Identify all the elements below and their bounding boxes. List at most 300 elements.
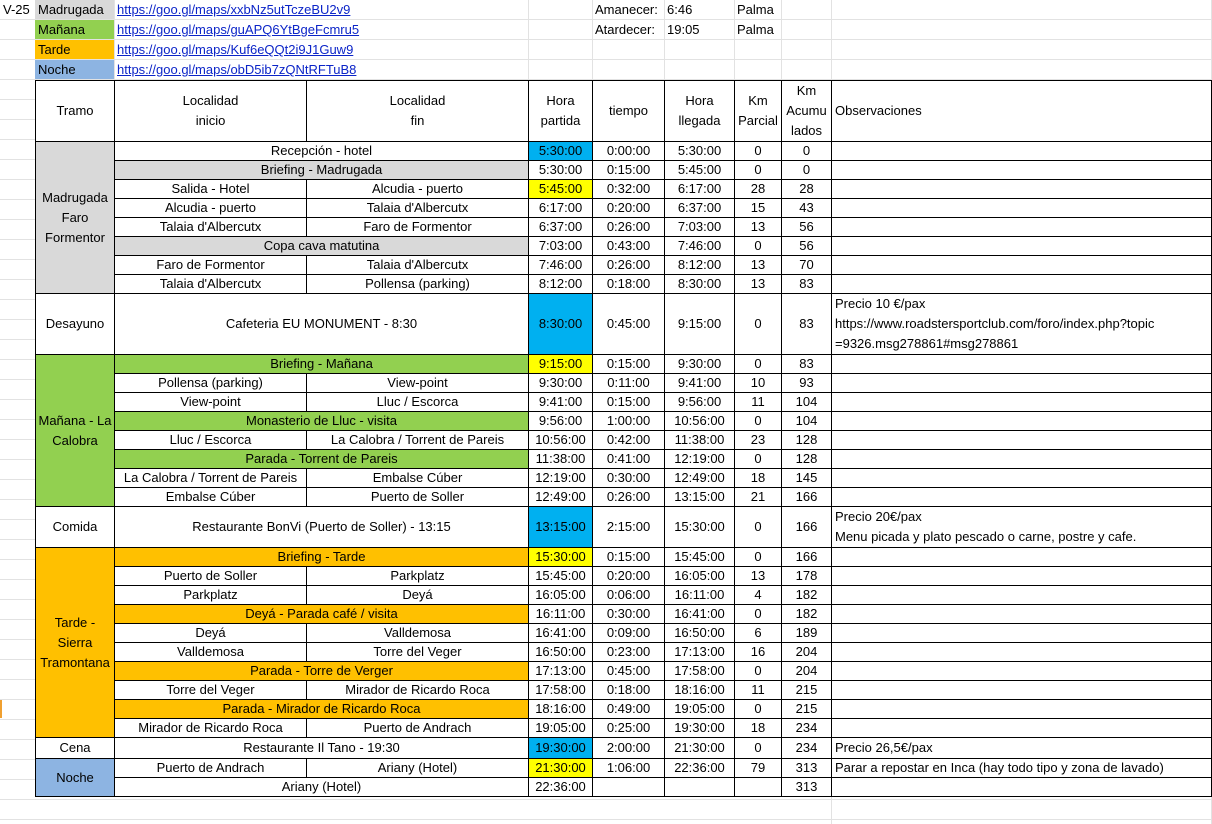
- arrival-cell[interactable]: 13:15:00: [665, 488, 735, 507]
- km-partial-cell[interactable]: 0: [735, 738, 782, 759]
- activity-cell[interactable]: Restaurante BonVi (Puerto de Soller) - 13:15: [115, 507, 529, 548]
- link-manana[interactable]: [114, 20, 528, 39]
- section-label: Tarde -: [54, 614, 96, 630]
- info-row-3: [0, 40, 1212, 60]
- duration-cell[interactable]: 0:32:00: [593, 180, 665, 199]
- arrival-cell[interactable]: 9:30:00: [665, 355, 735, 374]
- km-total-cell[interactable]: 28: [782, 180, 832, 199]
- sunset-time[interactable]: 19:05: [667, 22, 700, 37]
- duration-cell[interactable]: 0:30:00: [593, 469, 665, 488]
- km-total-cell[interactable]: 56: [782, 218, 832, 237]
- end-location-cell[interactable]: Alcudia - puerto: [307, 180, 529, 199]
- departure-cell[interactable]: 8:30:00: [529, 294, 593, 355]
- duration-cell[interactable]: 0:15:00: [593, 548, 665, 567]
- km-partial-cell[interactable]: 10: [735, 374, 782, 393]
- legend-noche[interactable]: Noche: [35, 60, 114, 79]
- notes-cell[interactable]: [832, 778, 1212, 797]
- sunrise-place[interactable]: Palma: [737, 2, 774, 17]
- km-total-cell[interactable]: 104: [782, 393, 832, 412]
- departure-cell[interactable]: 16:11:00: [529, 605, 593, 624]
- row-marker: [0, 700, 2, 718]
- sunrise-label[interactable]: Amanecer:: [595, 2, 658, 17]
- km-partial-cell[interactable]: 23: [735, 431, 782, 450]
- end-location-cell[interactable]: Parkplatz: [307, 567, 529, 586]
- km-total-cell[interactable]: 313: [782, 778, 832, 797]
- duration-cell[interactable]: 0:23:00: [593, 643, 665, 662]
- legend-madrugada[interactable]: Madrugada: [35, 0, 114, 19]
- km-partial-cell[interactable]: 21: [735, 488, 782, 507]
- header-inicio[interactable]: [115, 81, 307, 142]
- km-partial-cell[interactable]: 18: [735, 719, 782, 738]
- departure-cell[interactable]: 16:05:00: [529, 586, 593, 605]
- table-row: [36, 548, 1212, 567]
- duration-cell[interactable]: 0:15:00: [593, 355, 665, 374]
- arrival-cell[interactable]: 6:17:00: [665, 180, 735, 199]
- notes-cell[interactable]: [832, 605, 1212, 624]
- km-total-cell[interactable]: 128: [782, 450, 832, 469]
- arrival-cell[interactable]: [665, 778, 735, 797]
- duration-cell[interactable]: 2:15:00: [593, 507, 665, 548]
- notes-cell[interactable]: [832, 548, 1212, 567]
- sunset-label[interactable]: Atardecer:: [595, 22, 655, 37]
- activity-cell[interactable]: Parada - Torrent de Pareis: [115, 450, 529, 469]
- departure-cell[interactable]: 19:30:00: [529, 738, 593, 759]
- km-partial-cell[interactable]: 0: [735, 700, 782, 719]
- start-location-cell[interactable]: Mirador de Ricardo Roca: [115, 719, 307, 738]
- table-row: [36, 469, 1212, 488]
- duration-cell[interactable]: 0:15:00: [593, 393, 665, 412]
- notes-cell[interactable]: Precio 26,5€/pax: [832, 738, 1212, 759]
- arrival-cell[interactable]: 22:36:00: [665, 759, 735, 778]
- km-total-cell[interactable]: 70: [782, 256, 832, 275]
- start-location-cell[interactable]: Lluc / Escorca: [115, 431, 307, 450]
- activity-cell[interactable]: Briefing - Madrugada: [115, 161, 529, 180]
- arrival-cell[interactable]: 7:46:00: [665, 237, 735, 256]
- activity-cell[interactable]: Cafeteria EU MONUMENT - 8:30: [115, 294, 529, 355]
- start-location-cell[interactable]: Faro de Formentor: [115, 256, 307, 275]
- km-total-cell[interactable]: 178: [782, 567, 832, 586]
- duration-cell[interactable]: 0:45:00: [593, 662, 665, 681]
- notes-cell[interactable]: Parar a repostar en Inca (hay todo tipo y zona de lavado): [832, 759, 1212, 778]
- arrival-cell[interactable]: 18:16:00: [665, 681, 735, 700]
- notes-cell[interactable]: [832, 180, 1212, 199]
- table-header-row: [36, 81, 1212, 142]
- header-parcial-1: Km: [748, 93, 768, 108]
- notes-cell[interactable]: [832, 355, 1212, 374]
- notes-cell[interactable]: [832, 719, 1212, 738]
- notes-cell[interactable]: [832, 700, 1212, 719]
- link-tarde[interactable]: [114, 40, 528, 59]
- map-link-noche[interactable]: https://goo.gl/maps/obD5ib7zQNtRFTuB8: [117, 62, 357, 77]
- km-total-cell[interactable]: 166: [782, 548, 832, 567]
- km-partial-cell[interactable]: 0: [735, 294, 782, 355]
- km-partial-cell[interactable]: 13: [735, 218, 782, 237]
- section-manana[interactable]: [36, 355, 115, 507]
- section-noche[interactable]: Noche: [36, 759, 115, 797]
- end-location-cell[interactable]: Talaia d'Albercutx: [307, 256, 529, 275]
- km-total-cell[interactable]: 0: [782, 161, 832, 180]
- start-location-cell[interactable]: Valldemosa: [115, 643, 307, 662]
- km-total-cell[interactable]: 189: [782, 624, 832, 643]
- departure-cell[interactable]: 16:41:00: [529, 624, 593, 643]
- header-acum-2: Acumu: [786, 103, 827, 118]
- start-location-cell[interactable]: Talaia d'Albercutx: [115, 218, 307, 237]
- arrival-cell[interactable]: 16:50:00: [665, 624, 735, 643]
- duration-cell[interactable]: 0:11:00: [593, 374, 665, 393]
- duration-cell[interactable]: 0:18:00: [593, 275, 665, 294]
- km-total-cell[interactable]: 166: [782, 488, 832, 507]
- duration-cell[interactable]: 0:18:00: [593, 681, 665, 700]
- notes-cell[interactable]: [832, 488, 1212, 507]
- km-total-cell[interactable]: 234: [782, 719, 832, 738]
- end-location-cell[interactable]: Torre del Veger: [307, 643, 529, 662]
- end-location-cell[interactable]: Mirador de Ricardo Roca: [307, 681, 529, 700]
- table-row: [36, 374, 1212, 393]
- end-location-cell[interactable]: Puerto de Soller: [307, 488, 529, 507]
- duration-cell[interactable]: [593, 778, 665, 797]
- notes-cell[interactable]: [832, 567, 1212, 586]
- km-partial-cell[interactable]: 13: [735, 567, 782, 586]
- activity-cell[interactable]: Copa cava matutina: [115, 237, 529, 256]
- section-tarde[interactable]: [36, 548, 115, 738]
- notes-cell[interactable]: [832, 662, 1212, 681]
- departure-cell[interactable]: 19:05:00: [529, 719, 593, 738]
- km-partial-cell[interactable]: 0: [735, 237, 782, 256]
- duration-cell[interactable]: 0:26:00: [593, 256, 665, 275]
- departure-cell[interactable]: 9:56:00: [529, 412, 593, 431]
- km-total-cell[interactable]: 204: [782, 662, 832, 681]
- notes-cell[interactable]: [832, 218, 1212, 237]
- duration-cell[interactable]: 0:26:00: [593, 488, 665, 507]
- km-total-cell[interactable]: 83: [782, 275, 832, 294]
- start-location-cell[interactable]: View-point: [115, 393, 307, 412]
- start-location-cell[interactable]: Puerto de Soller: [115, 567, 307, 586]
- notes-cell[interactable]: [832, 393, 1212, 412]
- departure-cell[interactable]: 18:16:00: [529, 700, 593, 719]
- km-partial-cell[interactable]: 13: [735, 256, 782, 275]
- km-total-cell[interactable]: 83: [782, 355, 832, 374]
- arrival-cell[interactable]: 16:41:00: [665, 605, 735, 624]
- activity-cell[interactable]: Recepción - hotel: [115, 142, 529, 161]
- departure-cell[interactable]: 8:12:00: [529, 275, 593, 294]
- departure-cell[interactable]: 9:41:00: [529, 393, 593, 412]
- arrival-cell[interactable]: 19:30:00: [665, 719, 735, 738]
- km-total-cell[interactable]: 204: [782, 643, 832, 662]
- departure-cell[interactable]: 21:30:00: [529, 759, 593, 778]
- duration-cell[interactable]: 0:20:00: [593, 199, 665, 218]
- km-total-cell[interactable]: 93: [782, 374, 832, 393]
- arrival-cell[interactable]: 9:41:00: [665, 374, 735, 393]
- arrival-cell[interactable]: 5:45:00: [665, 161, 735, 180]
- section-desayuno[interactable]: Desayuno: [36, 294, 115, 355]
- start-location-cell[interactable]: Talaia d'Albercutx: [115, 275, 307, 294]
- duration-cell[interactable]: 1:06:00: [593, 759, 665, 778]
- departure-cell[interactable]: 15:45:00: [529, 567, 593, 586]
- section-madrugada[interactable]: [36, 142, 115, 294]
- km-total-cell[interactable]: 83: [782, 294, 832, 355]
- duration-cell[interactable]: 0:15:00: [593, 161, 665, 180]
- departure-cell[interactable]: 5:30:00: [529, 161, 593, 180]
- departure-cell[interactable]: 12:49:00: [529, 488, 593, 507]
- km-total-cell[interactable]: 182: [782, 586, 832, 605]
- notes-cell[interactable]: [832, 294, 1212, 355]
- km-total-cell[interactable]: 56: [782, 237, 832, 256]
- km-partial-cell[interactable]: 0: [735, 548, 782, 567]
- arrival-cell[interactable]: 5:30:00: [665, 142, 735, 161]
- activity-cell[interactable]: Deyá - Parada café / visita: [115, 605, 529, 624]
- duration-cell[interactable]: 0:43:00: [593, 237, 665, 256]
- table-row: [36, 738, 1212, 759]
- duration-cell[interactable]: 2:00:00: [593, 738, 665, 759]
- departure-cell[interactable]: 5:30:00: [529, 142, 593, 161]
- arrival-cell[interactable]: 11:38:00: [665, 431, 735, 450]
- arrival-cell[interactable]: 19:05:00: [665, 700, 735, 719]
- km-partial-cell[interactable]: 0: [735, 450, 782, 469]
- notes-cell[interactable]: [832, 199, 1212, 218]
- table-row: [36, 778, 1212, 797]
- end-location-cell[interactable]: Faro de Formentor: [307, 218, 529, 237]
- km-total-cell[interactable]: 43: [782, 199, 832, 218]
- departure-cell[interactable]: 10:56:00: [529, 431, 593, 450]
- header-fin-2: fin: [410, 113, 425, 128]
- header-partida[interactable]: [529, 81, 593, 142]
- notes-cell[interactable]: [832, 161, 1212, 180]
- start-location-cell[interactable]: Embalse Cúber: [115, 488, 307, 507]
- link-noche[interactable]: [114, 60, 528, 79]
- notes-cell[interactable]: [832, 431, 1212, 450]
- km-total-cell[interactable]: 234: [782, 738, 832, 759]
- header-acum-3: lados: [790, 123, 823, 138]
- start-location-cell[interactable]: Torre del Veger: [115, 681, 307, 700]
- link-madrugada[interactable]: [114, 0, 528, 19]
- map-link-manana[interactable]: https://goo.gl/maps/guAPQ6YtBgeFcmru5: [117, 22, 360, 37]
- arrival-cell[interactable]: 15:30:00: [665, 507, 735, 548]
- section-cena[interactable]: Cena: [36, 738, 115, 759]
- activity-cell[interactable]: Briefing - Mañana: [115, 355, 529, 374]
- start-location-cell[interactable]: Pollensa (parking): [115, 374, 307, 393]
- arrival-cell[interactable]: 7:03:00: [665, 218, 735, 237]
- header-fin[interactable]: [307, 81, 529, 142]
- arrival-cell[interactable]: 8:30:00: [665, 275, 735, 294]
- table-row: [36, 218, 1212, 237]
- arrival-cell[interactable]: 9:56:00: [665, 393, 735, 412]
- arrival-cell[interactable]: 10:56:00: [665, 412, 735, 431]
- km-partial-cell[interactable]: 0: [735, 412, 782, 431]
- duration-cell[interactable]: 0:00:00: [593, 142, 665, 161]
- section-label: Calobra: [52, 432, 98, 448]
- departure-cell[interactable]: 9:15:00: [529, 355, 593, 374]
- end-location-cell[interactable]: Talaia d'Albercutx: [307, 199, 529, 218]
- header-inicio-1: Localidad: [182, 93, 239, 108]
- table-row: [36, 567, 1212, 586]
- km-total-cell[interactable]: 0: [782, 142, 832, 161]
- duration-cell[interactable]: 0:06:00: [593, 586, 665, 605]
- arrival-cell[interactable]: 8:12:00: [665, 256, 735, 275]
- km-partial-cell[interactable]: 0: [735, 507, 782, 548]
- km-total-cell[interactable]: 182: [782, 605, 832, 624]
- note-line: Precio 10 €/pax: [835, 296, 926, 311]
- header-tramo[interactable]: Tramo: [36, 81, 115, 142]
- km-partial-cell[interactable]: 79: [735, 759, 782, 778]
- duration-cell[interactable]: 1:00:00: [593, 412, 665, 431]
- arrival-cell[interactable]: 15:45:00: [665, 548, 735, 567]
- km-partial-cell[interactable]: 28: [735, 180, 782, 199]
- header-acum[interactable]: [782, 81, 832, 142]
- header-tiempo[interactable]: tiempo: [593, 81, 665, 142]
- km-partial-cell[interactable]: 16: [735, 643, 782, 662]
- km-partial-cell[interactable]: 0: [735, 662, 782, 681]
- notes-cell[interactable]: [832, 469, 1212, 488]
- duration-cell[interactable]: 0:09:00: [593, 624, 665, 643]
- km-partial-cell[interactable]: 13: [735, 275, 782, 294]
- legend-manana[interactable]: Mañana: [35, 20, 114, 39]
- end-location-cell[interactable]: Embalse Cúber: [307, 469, 529, 488]
- info-row-2: [0, 20, 1212, 40]
- km-partial-cell[interactable]: 0: [735, 161, 782, 180]
- header-inicio-2: inicio: [195, 113, 226, 128]
- notes-cell[interactable]: [832, 586, 1212, 605]
- start-location-cell[interactable]: Parkplatz: [115, 586, 307, 605]
- arrival-cell[interactable]: 16:05:00: [665, 567, 735, 586]
- header-llegada-2: llegada: [678, 113, 721, 128]
- end-location-cell[interactable]: Deyá: [307, 586, 529, 605]
- section-comida[interactable]: Comida: [36, 507, 115, 548]
- notes-cell[interactable]: [832, 624, 1212, 643]
- header-llegada[interactable]: [665, 81, 735, 142]
- sunset-place[interactable]: Palma: [737, 22, 774, 37]
- end-location-cell[interactable]: Valldemosa: [307, 624, 529, 643]
- duration-cell[interactable]: 0:20:00: [593, 567, 665, 586]
- map-link-madrugada[interactable]: https://goo.gl/maps/xxbNz5utTczeBU2v9: [117, 2, 351, 17]
- notes-cell[interactable]: [832, 256, 1212, 275]
- itinerary-table: [35, 80, 1212, 797]
- duration-cell[interactable]: 0:45:00: [593, 294, 665, 355]
- departure-cell[interactable]: 17:13:00: [529, 662, 593, 681]
- end-location-cell[interactable]: La Calobra / Torrent de Pareis: [307, 431, 529, 450]
- km-partial-cell[interactable]: 11: [735, 393, 782, 412]
- duration-cell[interactable]: 0:41:00: [593, 450, 665, 469]
- duration-cell[interactable]: 0:30:00: [593, 605, 665, 624]
- end-location-cell[interactable]: Ariany (Hotel): [307, 759, 529, 778]
- departure-cell[interactable]: 6:37:00: [529, 218, 593, 237]
- km-total-cell[interactable]: 166: [782, 507, 832, 548]
- notes-cell[interactable]: [832, 237, 1212, 256]
- activity-cell[interactable]: Parada - Mirador de Ricardo Roca: [115, 700, 529, 719]
- header-llegada-1: Hora: [685, 93, 714, 108]
- arrival-cell[interactable]: 6:37:00: [665, 199, 735, 218]
- departure-cell[interactable]: 6:17:00: [529, 199, 593, 218]
- notes-cell[interactable]: [832, 507, 1212, 548]
- km-total-cell[interactable]: 145: [782, 469, 832, 488]
- table-row: [36, 161, 1212, 180]
- duration-cell[interactable]: 0:25:00: [593, 719, 665, 738]
- duration-cell[interactable]: 0:42:00: [593, 431, 665, 450]
- table-row: [36, 643, 1212, 662]
- notes-cell[interactable]: [832, 412, 1212, 431]
- arrival-cell[interactable]: 12:19:00: [665, 450, 735, 469]
- departure-cell[interactable]: 16:50:00: [529, 643, 593, 662]
- header-parcial[interactable]: [735, 81, 782, 142]
- departure-cell[interactable]: 7:03:00: [529, 237, 593, 256]
- forum-link: https://www.roadstersportclub.com/foro/index.php?topic: [835, 316, 1155, 331]
- km-total-cell[interactable]: 104: [782, 412, 832, 431]
- notes-cell[interactable]: [832, 275, 1212, 294]
- km-partial-cell[interactable]: [735, 778, 782, 797]
- km-total-cell[interactable]: 128: [782, 431, 832, 450]
- notes-cell[interactable]: [832, 142, 1212, 161]
- table-row: [36, 412, 1212, 431]
- arrival-cell[interactable]: 16:11:00: [665, 586, 735, 605]
- notes-cell[interactable]: [832, 374, 1212, 393]
- arrival-cell[interactable]: 9:15:00: [665, 294, 735, 355]
- notes-cell[interactable]: [832, 450, 1212, 469]
- activity-cell[interactable]: Briefing - Tarde: [115, 548, 529, 567]
- activity-cell[interactable]: Ariany (Hotel): [115, 778, 529, 797]
- header-acum-1: Km: [796, 83, 817, 98]
- notes-cell[interactable]: [832, 643, 1212, 662]
- km-total-cell[interactable]: 215: [782, 681, 832, 700]
- end-location-cell[interactable]: Lluc / Escorca: [307, 393, 529, 412]
- km-partial-cell[interactable]: 6: [735, 624, 782, 643]
- header-observaciones[interactable]: Observaciones: [832, 81, 1212, 142]
- start-location-cell[interactable]: La Calobra / Torrent de Pareis: [115, 469, 307, 488]
- departure-cell[interactable]: 17:58:00: [529, 681, 593, 700]
- end-location-cell[interactable]: Pollensa (parking): [307, 275, 529, 294]
- start-location-cell[interactable]: Salida - Hotel: [115, 180, 307, 199]
- km-partial-cell[interactable]: 18: [735, 469, 782, 488]
- km-partial-cell[interactable]: 15: [735, 199, 782, 218]
- departure-cell[interactable]: 22:36:00: [529, 778, 593, 797]
- table-row: [36, 355, 1212, 374]
- start-location-cell[interactable]: Puerto de Andrach: [115, 759, 307, 778]
- arrival-cell[interactable]: 17:13:00: [665, 643, 735, 662]
- activity-cell[interactable]: Parada - Torre de Verger: [115, 662, 529, 681]
- activity-cell[interactable]: Restaurante Il Tano - 19:30: [115, 738, 529, 759]
- departure-cell[interactable]: 15:30:00: [529, 548, 593, 567]
- arrival-cell[interactable]: 12:49:00: [665, 469, 735, 488]
- legend-tarde[interactable]: Tarde: [35, 40, 114, 59]
- km-partial-cell[interactable]: 0: [735, 605, 782, 624]
- sunrise-time[interactable]: 6:46: [667, 2, 693, 17]
- start-location-cell[interactable]: Alcudia - puerto: [115, 199, 307, 218]
- departure-cell[interactable]: 13:15:00: [529, 507, 593, 548]
- departure-cell[interactable]: 9:30:00: [529, 374, 593, 393]
- km-partial-cell[interactable]: 0: [735, 142, 782, 161]
- km-partial-cell[interactable]: 0: [735, 355, 782, 374]
- departure-cell[interactable]: 5:45:00: [529, 180, 593, 199]
- duration-cell[interactable]: 0:26:00: [593, 218, 665, 237]
- end-location-cell[interactable]: View-point: [307, 374, 529, 393]
- activity-cell[interactable]: Monasterio de Lluc - visita: [115, 412, 529, 431]
- duration-cell[interactable]: 0:49:00: [593, 700, 665, 719]
- departure-cell[interactable]: 11:38:00: [529, 450, 593, 469]
- table-row: [36, 681, 1212, 700]
- km-total-cell[interactable]: 313: [782, 759, 832, 778]
- table-row: [36, 700, 1212, 719]
- version-label[interactable]: V-25: [3, 2, 30, 17]
- map-link-tarde[interactable]: https://goo.gl/maps/Kuf6eQQt2i9J1Guw9: [117, 42, 354, 57]
- end-location-cell[interactable]: Puerto de Andrach: [307, 719, 529, 738]
- km-partial-cell[interactable]: 11: [735, 681, 782, 700]
- start-location-cell[interactable]: Deyá: [115, 624, 307, 643]
- arrival-cell[interactable]: 21:30:00: [665, 738, 735, 759]
- departure-cell[interactable]: 12:19:00: [529, 469, 593, 488]
- notes-cell[interactable]: [832, 681, 1212, 700]
- arrival-cell[interactable]: 17:58:00: [665, 662, 735, 681]
- departure-cell[interactable]: 7:46:00: [529, 256, 593, 275]
- km-partial-cell[interactable]: 4: [735, 586, 782, 605]
- km-total-cell[interactable]: 215: [782, 700, 832, 719]
